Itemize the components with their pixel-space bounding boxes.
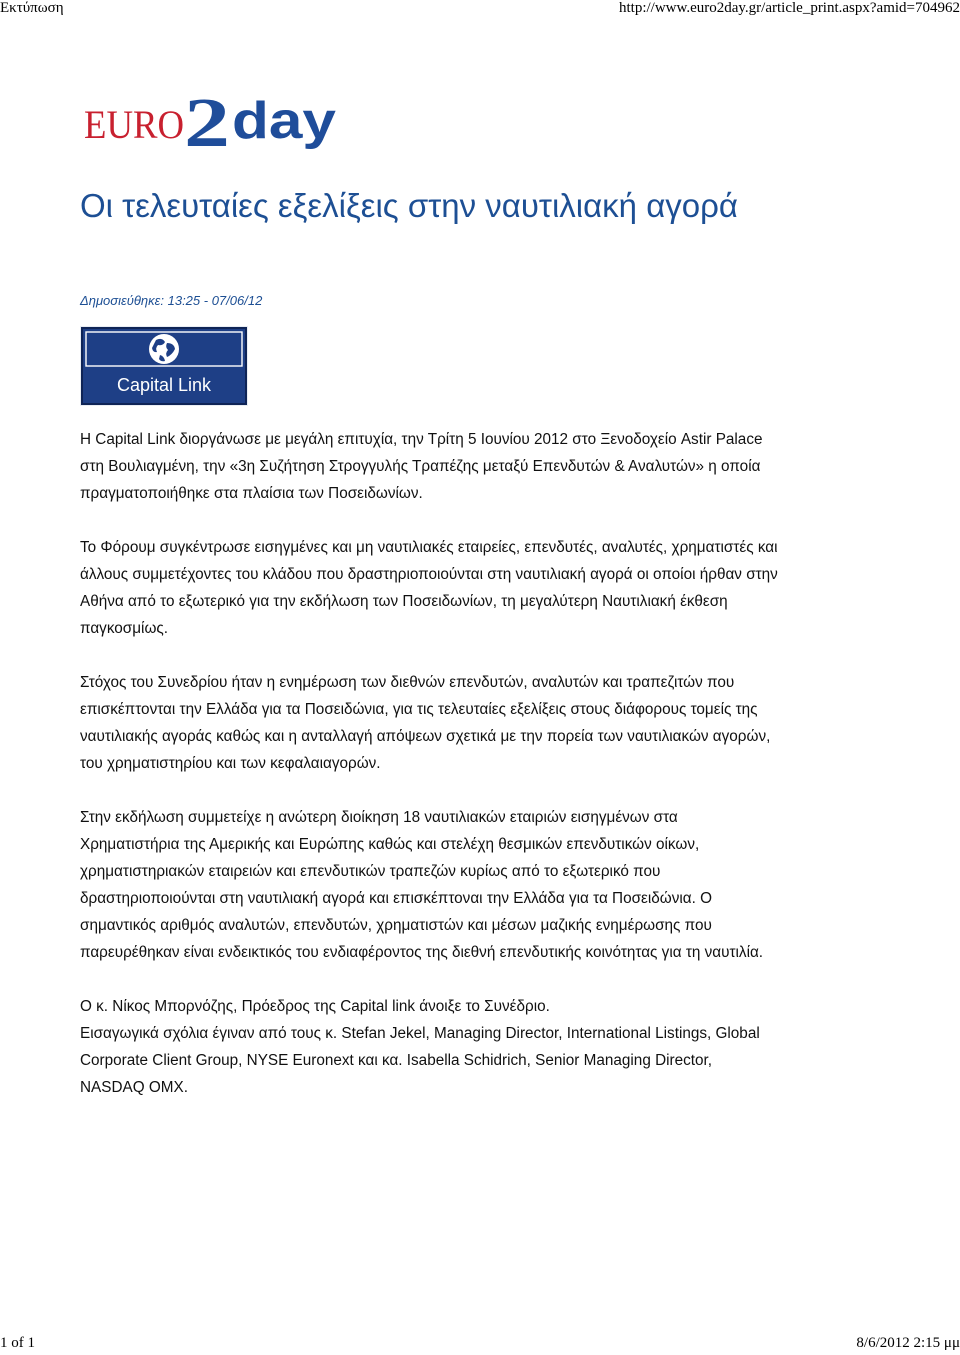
print-header — [0, 0, 960, 20]
article-paragraph: Ο κ. Νίκος Μπορνόζης, Πρόεδρος της Capital link άνοιξε το Συνέδριο. — [80, 998, 550, 1015]
capital-link-image — [80, 326, 248, 406]
print-header-url: http://www.euro2day.gr/article_print.aspx?amid=704962 — [618, 0, 960, 16]
article-paragraph: Στόχος του Συνεδρίου ήταν η ενημέρωση των διεθνών επενδυτών, αναλυτών και τραπεζιτών που επισκέπτονται την Ελλάδα για τα Ποσειδώνια, για τις τελευταίες εξελίξεις στους διάφορους τομείς της ναυτιλιακής αγοράς καθώς και η ανταλλαγή απόψεων σχετικά με την πορεία των ναυτιλιακών αγορών, του χρηματιστηρίου και των κεφαλαιαγορών. — [80, 674, 771, 772]
article-paragraph: Η Capital Link διοργάνωσε με μεγάλη επιτυχία, την Τρίτη 5 Ιουνίου 2012 στο Ξενοδοχείο Astir Palace στη Βουλιαγμένη, την «3η Συζήτηση Στρογγυλής Τραπέζης μεταξύ Επενδυτών & Αναλυτών» η οποία πραγματοποιήθηκε στα πλαίσια των Ποσειδωνίων. — [80, 431, 763, 502]
print-footer-page: 1 of 1 — [0, 1335, 35, 1351]
published-line — [80, 293, 262, 308]
logo-euro-text: EURO — [84, 102, 184, 147]
article-paragraph: Το Φόρουμ συγκέντρωσε εισηγμένες και μη ναυτιλιακές εταιρείες, επενδυτές, αναλυτές, χρηματιστές και άλλους συμμετέχοντες του κλάδου που δραστηριοποιούνται στη ναυτιλιακή αγορά οι οποίοι ήρθαν στην Αθήνα από το εξωτερικό για την εκδήλωση των Ποσειδωνίων, τη μεγαλύτερη Ναυτιλιακή έκθεση παγκοσμίως. — [80, 539, 778, 637]
article-body — [80, 426, 780, 1128]
logo-two-text: 2 — [184, 85, 230, 156]
article-title: Οι τελευταίες εξελίξεις στην ναυτιλιακή αγορά — [80, 187, 738, 224]
print-footer — [0, 1335, 960, 1355]
capital-link-logo-graphic — [80, 326, 248, 406]
euro2day-logo — [84, 84, 340, 156]
article-paragraph: Εισαγωγικά σχόλια έγιναν από τους κ. Stefan Jekel, Managing Director, International Listings, Global Corporate Client Group, NYSE Euronext και κα. Isabella Schidrich, Senior Managing Director, NASDAQ OMX. — [80, 1025, 760, 1096]
published-value: 13:25 - 07/06/12 — [167, 293, 263, 308]
euro2day-logo-graphic — [84, 84, 340, 156]
published-label: Δημοσιεύθηκε: — [80, 293, 164, 308]
capital-link-logo-text: Capital Link — [116, 375, 212, 395]
article-paragraph: Στην εκδήλωση συμμετείχε η ανώτερη διοίκηση 18 ναυτιλιακών εταιριών εισηγμένων στα Χρηματιστήρια της Αμερικής και Ευρώπης καθώς και στελέχη θεσμικών επενδυτικών οίκων, χρηματιστηριακών εταιρειών και επενδυτικών τραπεζών κυρίως από το εξωτερικό που δραστηριοποιούνται στη ναυτιλιακή αγορά και επισκέπτοναι την Ελλάδα για τα Ποσειδώνια. Ο σημαντικός αριθμός αναλυτών, επενδυτών, χρηματιστών και μέσων μαζικής ενημέρωσης που παρευρέθηκαν είναι ενδεικτικός του ενδιαφέροντος της διεθνή επενδυτικής κοινότητας για τη ναυτιλία. — [80, 809, 764, 961]
logo-day-text: day — [232, 92, 337, 150]
print-header-title: Εκτύπωση — [0, 0, 64, 16]
print-footer-datetime: 8/6/2012 2:15 μμ — [856, 1335, 960, 1351]
